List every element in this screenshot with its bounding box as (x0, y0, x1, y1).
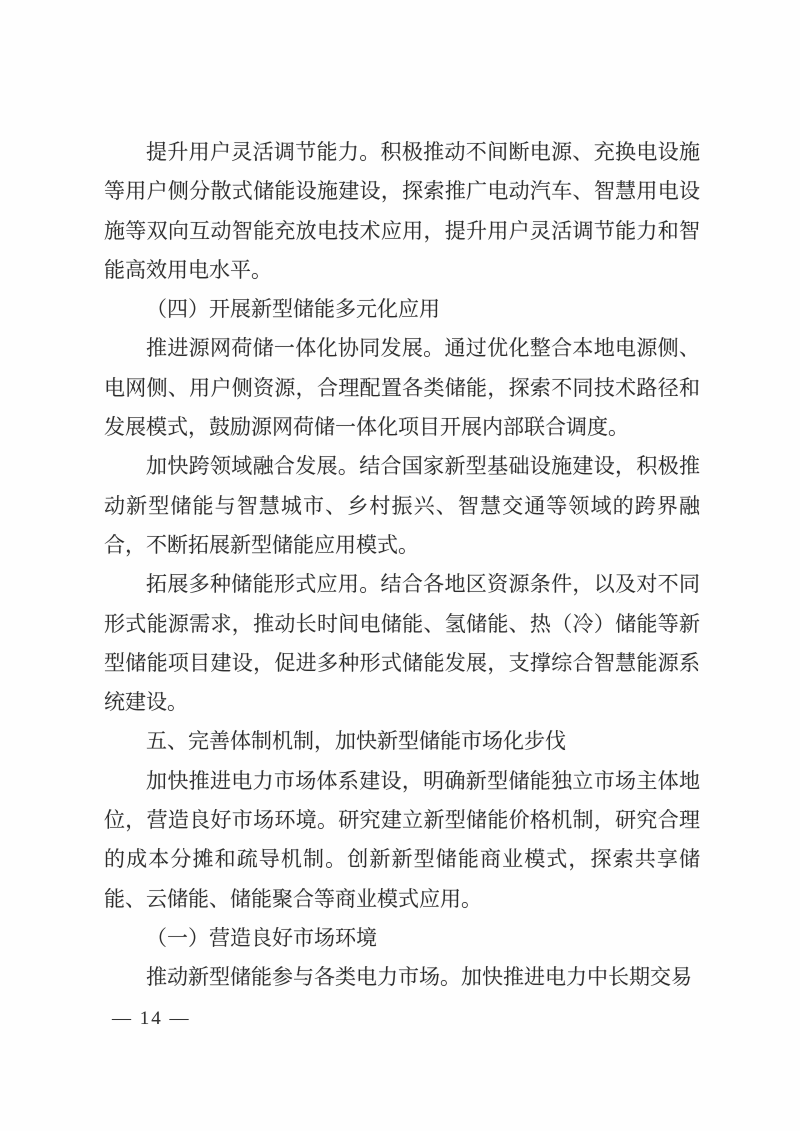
paragraph: 推进源网荷储一体化协同发展。通过优化整合本地电源侧、电网侧、用户侧资源，合理配置各类储能，探索不同技术路径和发展模式，鼓励源网荷储一体化项目开展内部联合调度。 (104, 337, 700, 440)
section-heading: 五、完善体制机制，加快新型储能市场化步伐 (146, 730, 566, 754)
paragraph: 推动新型储能参与各类电力市场。加快推进电力中长期交易 (146, 966, 692, 990)
paragraph: 提升用户灵活调节能力。积极推动不间断电源、充换电设施等用户侧分散式储能设施建设，探索推广电动汽车、智慧用电设施等双向互动智能充放电技术应用，提升用户灵活调节能力和智能高效用电水平。 (104, 141, 700, 282)
paragraph: 加快跨领域融合发展。结合国家新型基础设施建设，积极推动新型储能与智慧城市、乡村振兴、智慧交通等领域的跨界融合，不断拓展新型储能应用模式。 (104, 455, 700, 557)
paragraph: 拓展多种储能形式应用。结合各地区资源条件，以及对不同形式能源需求，推动长时间电储能、氢储能、热（冷）储能等新型储能项目建设，促进多种形式储能发展，支撑综合智慧能源系统建设。 (104, 573, 700, 715)
sub-section-heading: （一）营造良好市场环境 (146, 926, 377, 950)
paragraph: 加快推进电力市场体系建设，明确新型储能独立市场主体地位，营造良好市场环境。研究建立新型储能价格机制，研究合理的成本分摊和疏导机制。创新新型储能商业模式，探索共享储能、云储能、储能聚合等商业模式应用。 (104, 769, 700, 911)
document-body (104, 133, 700, 998)
page-number: — 14 — (112, 1008, 191, 1029)
sub-section-heading: （四）开展新型储能多元化应用 (146, 298, 440, 322)
